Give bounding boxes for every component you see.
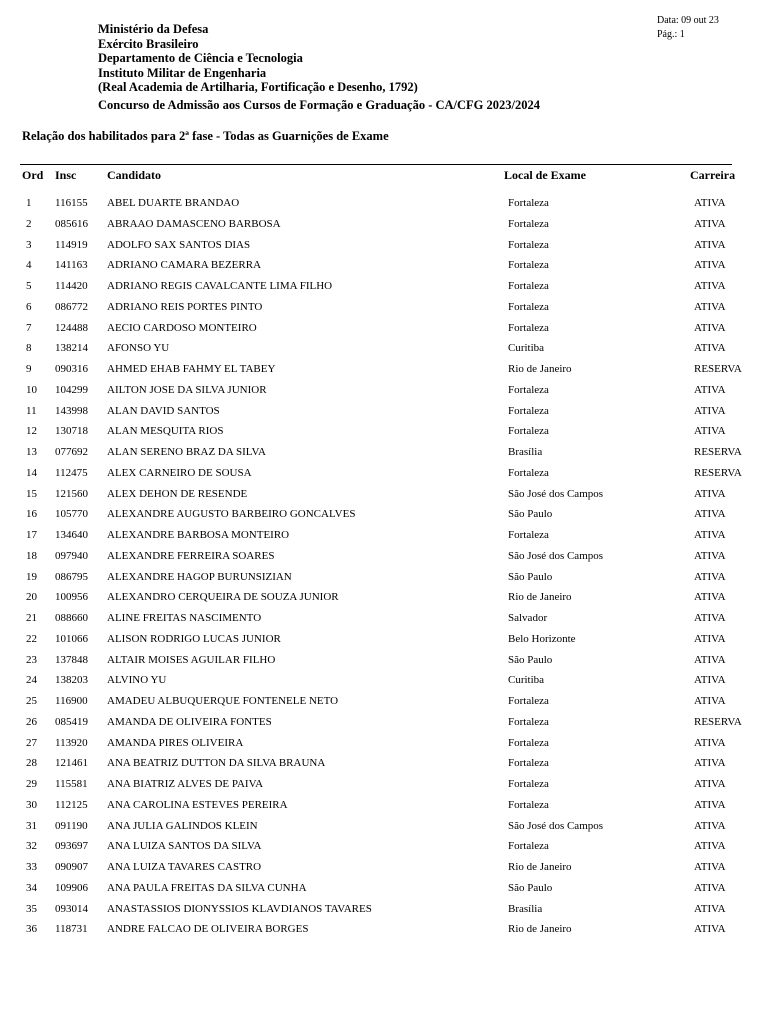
cell-local: Brasília <box>508 902 543 915</box>
cell-insc: 105770 <box>55 508 88 521</box>
cell-candidato: AILTON JOSE DA SILVA JUNIOR <box>107 383 267 396</box>
cell-insc: 100956 <box>55 591 88 604</box>
cell-local: São Paulo <box>508 881 553 894</box>
cell-carreira: ATIVA <box>694 487 726 500</box>
cell-candidato: ADRIANO CAMARA BEZERRA <box>107 259 262 272</box>
cell-local: Rio de Janeiro <box>508 363 572 375</box>
print-date: Data: 09 out 23 <box>657 15 719 26</box>
cell-local: Fortaleza <box>508 321 549 334</box>
cell-ord: 14 <box>26 466 37 479</box>
cell-carreira: ATIVA <box>694 591 726 604</box>
column-header-carreira: Carreira <box>690 168 736 182</box>
table-row <box>0 650 768 671</box>
cell-ord: 24 <box>26 674 37 687</box>
cell-ord: 23 <box>26 653 37 666</box>
cell-local: Salvador <box>508 612 548 624</box>
cell-candidato: ADRIANO REGIS CAVALCANTE LIMA FILHO <box>107 280 333 292</box>
cell-local: Rio de Janeiro <box>508 923 572 936</box>
table-row <box>0 670 768 691</box>
cell-insc: 137848 <box>55 653 88 666</box>
table-row <box>0 629 768 650</box>
cell-ord: 6 <box>26 300 32 313</box>
table-row <box>0 525 768 546</box>
cell-carreira: RESERVA <box>694 715 742 728</box>
cell-carreira: ATIVA <box>694 217 726 230</box>
cell-insc: 121461 <box>55 757 88 770</box>
cell-carreira: RESERVA <box>694 363 742 375</box>
cell-carreira: ATIVA <box>694 383 726 396</box>
cell-insc: 112125 <box>55 798 88 811</box>
table-row <box>0 380 768 401</box>
cell-carreira: ATIVA <box>694 612 726 624</box>
cell-candidato: ALEXANDRE FERREIRA SOARES <box>107 549 275 562</box>
cell-candidato: ADRIANO REIS PORTES PINTO <box>107 300 263 313</box>
cell-carreira: ATIVA <box>694 238 726 251</box>
table-row <box>0 255 768 276</box>
table-row <box>0 442 768 463</box>
candidates-table <box>0 193 768 940</box>
cell-insc: 097940 <box>55 549 88 562</box>
table-row <box>0 774 768 795</box>
cell-candidato: ALTAIR MOISES AGUILAR FILHO <box>107 653 276 666</box>
cell-ord: 18 <box>26 549 37 562</box>
cell-insc: 116900 <box>55 695 88 707</box>
table-row <box>0 691 768 712</box>
table-row <box>0 608 768 629</box>
cell-ord: 21 <box>26 612 37 624</box>
cell-local: Fortaleza <box>508 757 549 770</box>
cell-carreira: ATIVA <box>694 653 726 666</box>
cell-ord: 9 <box>26 363 32 375</box>
table-row <box>0 484 768 505</box>
cell-candidato: ABEL DUARTE BRANDAO <box>107 197 240 209</box>
column-header-ord: Ord <box>22 168 44 182</box>
cell-insc: 114420 <box>55 280 88 292</box>
cell-candidato: ALISON RODRIGO LUCAS JUNIOR <box>107 632 281 645</box>
cell-insc: 101066 <box>55 632 88 645</box>
cell-local: Fortaleza <box>508 300 549 313</box>
cell-insc: 113920 <box>55 736 88 749</box>
table-row <box>0 546 768 567</box>
table-row <box>0 712 768 733</box>
cell-ord: 36 <box>26 923 37 936</box>
cell-carreira: ATIVA <box>694 197 726 209</box>
cell-local: Fortaleza <box>508 715 549 728</box>
organization-header <box>98 22 540 112</box>
table-row <box>0 359 768 380</box>
org-line-academy: (Real Academia de Artilharia, Fortificação e Desenho, 1792) <box>98 80 418 94</box>
cell-carreira: ATIVA <box>694 425 726 438</box>
cell-insc: 130718 <box>55 425 88 438</box>
cell-ord: 19 <box>26 570 37 583</box>
cell-carreira: ATIVA <box>694 529 726 541</box>
cell-carreira: ATIVA <box>694 280 726 292</box>
cell-candidato: ANA CAROLINA ESTEVES PEREIRA <box>107 798 288 811</box>
cell-local: Fortaleza <box>508 529 549 541</box>
cell-candidato: AMANDA PIRES OLIVEIRA <box>107 736 244 749</box>
cell-candidato: ANA JULIA GALINDOS KLEIN <box>107 819 258 832</box>
cell-carreira: ATIVA <box>694 570 726 583</box>
cell-ord: 17 <box>26 529 37 541</box>
cell-ord: 16 <box>26 508 37 521</box>
cell-candidato: ALAN SERENO BRAZ DA SILVA <box>107 446 266 458</box>
table-row <box>0 401 768 422</box>
table-row <box>0 587 768 608</box>
cell-candidato: ALEXANDRO CERQUEIRA DE SOUZA JUNIOR <box>107 591 339 604</box>
cell-carreira: RESERVA <box>694 446 742 458</box>
cell-candidato: AECIO CARDOSO MONTEIRO <box>107 321 257 334</box>
cell-ord: 11 <box>26 404 37 417</box>
table-row <box>0 421 768 442</box>
column-header-insc: Insc <box>55 168 77 182</box>
cell-carreira: ATIVA <box>694 549 726 562</box>
cell-insc: 134640 <box>55 529 88 541</box>
cell-local: Curitiba <box>508 674 545 687</box>
cell-candidato: ANA PAULA FREITAS DA SILVA CUNHA <box>107 881 307 894</box>
cell-insc: 116155 <box>55 197 88 209</box>
cell-ord: 13 <box>26 446 37 458</box>
table-row <box>0 338 768 359</box>
cell-ord: 15 <box>26 487 37 500</box>
table-row <box>0 919 768 940</box>
cell-local: Fortaleza <box>508 466 549 479</box>
cell-insc: 109906 <box>55 881 88 894</box>
cell-ord: 2 <box>26 217 32 230</box>
cell-carreira: ATIVA <box>694 840 726 853</box>
page-number: Pág.: 1 <box>657 29 685 40</box>
cell-local: Fortaleza <box>508 695 549 707</box>
cell-carreira: ATIVA <box>694 404 726 417</box>
cell-insc: 085616 <box>55 217 88 230</box>
cell-candidato: ALEX CARNEIRO DE SOUSA <box>107 466 252 479</box>
cell-carreira: ATIVA <box>694 674 726 687</box>
cell-local: Fortaleza <box>508 383 549 396</box>
cell-candidato: ADOLFO SAX SANTOS DIAS <box>107 238 251 251</box>
cell-ord: 27 <box>26 736 37 749</box>
cell-insc: 093697 <box>55 840 88 853</box>
cell-local: Rio de Janeiro <box>508 591 572 604</box>
cell-local: São Paulo <box>508 570 553 583</box>
cell-ord: 8 <box>26 342 32 355</box>
cell-local: Brasília <box>508 446 543 458</box>
org-line-ministry: Ministério da Defesa <box>98 22 209 36</box>
cell-carreira: ATIVA <box>694 508 726 521</box>
cell-local: Fortaleza <box>508 217 549 230</box>
contest-title: Concurso de Admissão aos Cursos de Formação e Graduação - CA/CFG 2023/2024 <box>98 97 541 112</box>
cell-ord: 3 <box>26 238 32 251</box>
cell-insc: 077692 <box>55 446 88 458</box>
cell-ord: 7 <box>26 321 32 334</box>
cell-carreira: ATIVA <box>694 300 726 313</box>
cell-candidato: AMADEU ALBUQUERQUE FONTENELE NETO <box>107 695 339 707</box>
cell-carreira: ATIVA <box>694 902 726 915</box>
cell-candidato: AFONSO YU <box>107 342 170 355</box>
cell-insc: 090907 <box>55 861 88 873</box>
table-row <box>0 318 768 339</box>
cell-candidato: ABRAAO DAMASCENO BARBOSA <box>107 217 281 230</box>
table-row <box>0 733 768 754</box>
table-row <box>0 276 768 297</box>
cell-insc: 138203 <box>55 674 88 687</box>
cell-carreira: ATIVA <box>694 881 726 894</box>
cell-candidato: ALEXANDRE BARBOSA MONTEIRO <box>107 529 290 541</box>
cell-candidato: ANDRE FALCAO DE OLIVEIRA BORGES <box>107 923 309 936</box>
cell-local: Curitiba <box>508 342 545 355</box>
cell-ord: 31 <box>26 819 37 832</box>
cell-insc: 124488 <box>55 321 88 334</box>
cell-carreira: ATIVA <box>694 778 726 790</box>
cell-insc: 090316 <box>55 363 88 375</box>
table-row <box>0 816 768 837</box>
cell-ord: 32 <box>26 840 37 853</box>
cell-ord: 4 <box>26 259 32 272</box>
table-row <box>0 878 768 899</box>
table-row <box>0 795 768 816</box>
cell-local: Rio de Janeiro <box>508 861 572 873</box>
cell-insc: 088660 <box>55 612 88 624</box>
cell-local: Fortaleza <box>508 840 549 853</box>
cell-insc: 114919 <box>55 238 88 251</box>
cell-carreira: ATIVA <box>694 757 726 770</box>
header-divider <box>20 164 732 165</box>
cell-ord: 30 <box>26 798 37 811</box>
cell-insc: 093014 <box>55 902 88 915</box>
cell-local: Fortaleza <box>508 798 549 811</box>
cell-ord: 34 <box>26 881 37 894</box>
column-header-local: Local de Exame <box>504 168 586 182</box>
cell-local: Fortaleza <box>508 404 549 417</box>
cell-ord: 22 <box>26 632 37 645</box>
cell-carreira: ATIVA <box>694 342 726 355</box>
cell-ord: 28 <box>26 757 37 770</box>
cell-ord: 10 <box>26 383 37 396</box>
document-meta <box>657 14 719 42</box>
cell-insc: 091190 <box>55 819 88 832</box>
cell-ord: 35 <box>26 902 37 915</box>
cell-candidato: AMANDA DE OLIVEIRA FONTES <box>107 715 272 728</box>
cell-carreira: ATIVA <box>694 798 726 811</box>
cell-local: São José dos Campos <box>508 487 604 500</box>
cell-insc: 138214 <box>55 342 88 355</box>
org-line-institute: Instituto Militar de Engenharia <box>98 65 267 80</box>
cell-carreira: ATIVA <box>694 736 726 749</box>
table-row <box>0 504 768 525</box>
cell-local: Fortaleza <box>508 778 549 790</box>
table-row <box>0 193 768 214</box>
cell-insc: 118731 <box>55 923 88 936</box>
cell-carreira: ATIVA <box>694 819 726 832</box>
cell-carreira: ATIVA <box>694 259 726 272</box>
cell-insc: 086772 <box>55 300 88 313</box>
cell-ord: 29 <box>26 778 37 790</box>
cell-candidato: ALEX DEHON DE RESENDE <box>107 487 248 500</box>
column-header-candidato: Candidato <box>107 168 162 182</box>
cell-ord: 33 <box>26 861 37 873</box>
org-line-department: Departamento de Ciência e Tecnologia <box>98 51 303 65</box>
cell-local: Fortaleza <box>508 238 549 251</box>
cell-insc: 085419 <box>55 715 88 728</box>
table-row <box>0 463 768 484</box>
table-row <box>0 297 768 318</box>
list-subtitle: Relação dos habilitados para 2ª fase - Todas as Guarnições de Exame <box>22 129 389 143</box>
cell-local: Fortaleza <box>508 197 549 209</box>
table-row <box>0 235 768 256</box>
cell-insc: 121560 <box>55 487 88 500</box>
table-row <box>0 857 768 878</box>
cell-candidato: ANASTASSIOS DIONYSSIOS KLAVDIANOS TAVARES <box>107 902 372 915</box>
cell-carreira: ATIVA <box>694 861 726 873</box>
cell-insc: 112475 <box>55 466 88 479</box>
cell-carreira: RESERVA <box>694 466 742 479</box>
cell-insc: 143998 <box>55 404 88 417</box>
cell-candidato: ANA BIATRIZ ALVES DE PAIVA <box>107 778 264 790</box>
table-row <box>0 836 768 857</box>
table-row <box>0 214 768 235</box>
cell-local: Fortaleza <box>508 280 549 292</box>
cell-ord: 25 <box>26 695 37 707</box>
cell-ord: 26 <box>26 715 37 728</box>
cell-ord: 1 <box>26 197 32 209</box>
cell-candidato: ALINE FREITAS NASCIMENTO <box>107 612 262 624</box>
cell-candidato: AHMED EHAB FAHMY EL TABEY <box>107 363 276 375</box>
org-line-army: Exército Brasileiro <box>98 36 199 51</box>
cell-ord: 12 <box>26 425 37 438</box>
cell-ord: 5 <box>26 280 32 292</box>
cell-carreira: ATIVA <box>694 632 726 645</box>
cell-ord: 20 <box>26 591 37 604</box>
table-row <box>0 899 768 920</box>
cell-candidato: ANA LUIZA SANTOS DA SILVA <box>107 840 262 853</box>
cell-candidato: ANA BEATRIZ DUTTON DA SILVA BRAUNA <box>107 757 326 770</box>
cell-candidato: ALEXANDRE HAGOP BURUNSIZIAN <box>107 570 292 583</box>
cell-insc: 086795 <box>55 570 88 583</box>
cell-candidato: ALEXANDRE AUGUSTO BARBEIRO GONCALVES <box>107 508 356 521</box>
cell-insc: 115581 <box>55 778 88 790</box>
cell-candidato: ALAN DAVID SANTOS <box>107 404 220 417</box>
table-row <box>0 753 768 774</box>
cell-carreira: ATIVA <box>694 695 726 707</box>
cell-local: São Paulo <box>508 653 553 666</box>
cell-candidato: ANA LUIZA TAVARES CASTRO <box>107 861 262 873</box>
cell-local: Fortaleza <box>508 736 549 749</box>
cell-local: Belo Horizonte <box>508 632 576 645</box>
table-row <box>0 567 768 588</box>
cell-local: São José dos Campos <box>508 549 604 562</box>
cell-local: São Paulo <box>508 508 553 521</box>
cell-carreira: ATIVA <box>694 321 726 334</box>
cell-insc: 104299 <box>55 383 88 396</box>
cell-insc: 141163 <box>55 259 88 272</box>
cell-carreira: ATIVA <box>694 923 726 936</box>
cell-candidato: ALAN MESQUITA RIOS <box>107 425 224 438</box>
cell-local: Fortaleza <box>508 425 549 438</box>
cell-local: Fortaleza <box>508 259 549 272</box>
cell-local: São José dos Campos <box>508 819 604 832</box>
cell-candidato: ALVINO YU <box>107 674 167 687</box>
